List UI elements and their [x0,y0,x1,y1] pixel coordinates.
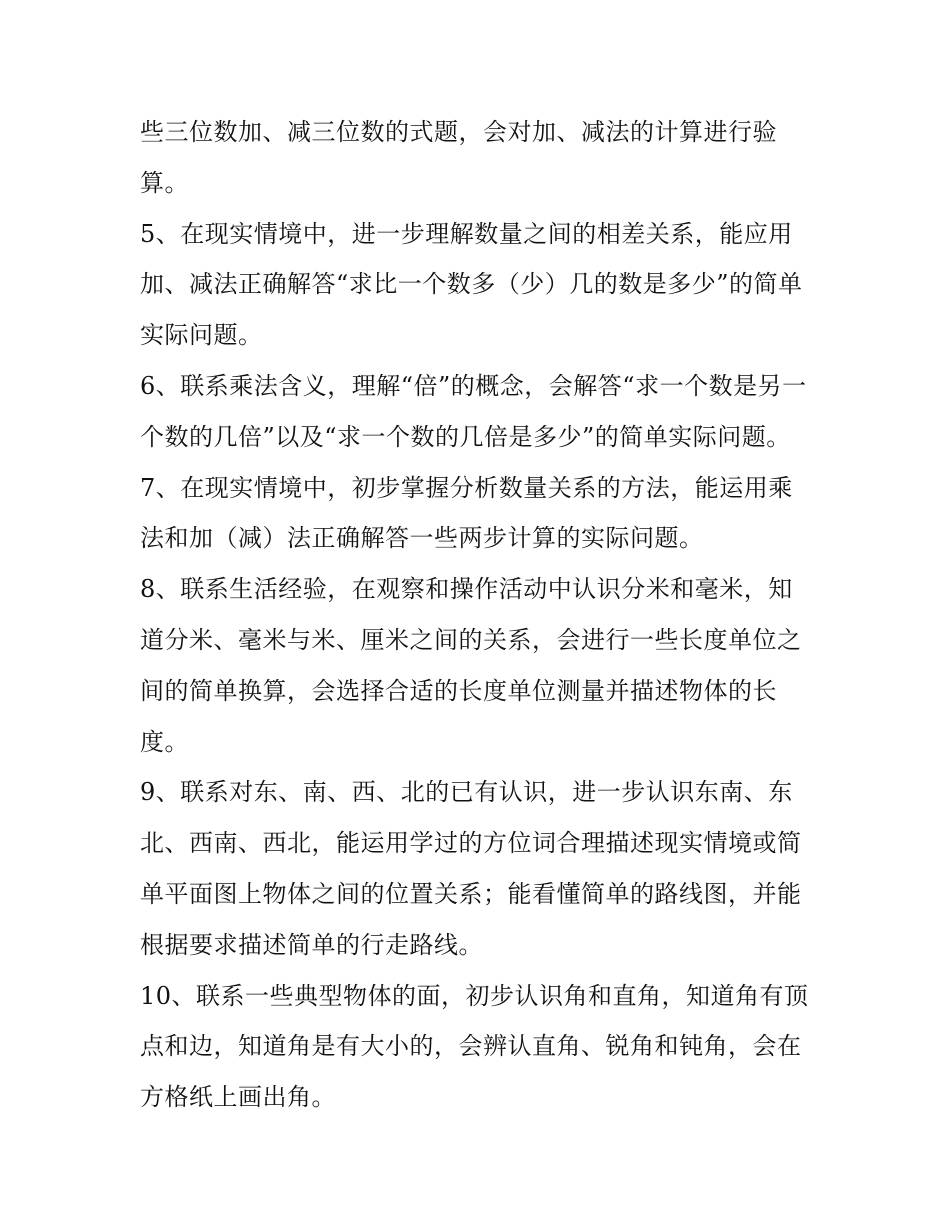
text-line: 点和边，知道角是有大小的，会辨认直角、锐角和钝角，会在 [140,1032,802,1061]
text-line: 方格纸上画出角。 [140,1083,336,1112]
text-line: 度。 [140,727,189,756]
text-line: 个数的几倍”以及“求一个数的几倍是多少”的简单实际问题。 [140,422,791,451]
text-line: 根据要求描述简单的行走路线。 [140,930,483,959]
text-line: 加、减法正确解答“求比一个数多（少）几的数是多少”的简单 [140,270,803,299]
text-line: 算。 [140,168,189,197]
text-line: 法和加（减）法正确解答一些两步计算的实际问题。 [140,524,704,553]
text-line: 8、联系生活经验，在观察和操作活动中认识分米和毫米，知 [140,575,793,604]
text-line: 间的简单换算，会选择合适的长度单位测量并描述物体的长 [140,676,777,705]
text-line: 北、西南、西北，能运用学过的方位词合理描述现实情境或简 [140,829,802,858]
document-body [140,107,820,1123]
text-line: 单平面图上物体之间的位置关系；能看懂简单的路线图，并能 [140,879,802,908]
text-line: 实际问题。 [140,321,263,350]
text-line: 10、联系一些典型物体的面，初步认识角和直角，知道角有顶 [140,981,809,1010]
text-line: 道分米、毫米与米、厘米之间的关系，会进行一些长度单位之 [140,625,802,654]
text-line: 7、在现实情境中，初步掌握分析数量关系的方法，能运用乘 [140,473,793,502]
text-line: 些三位数加、减三位数的式题，会对加、减法的计算进行验 [140,118,777,146]
text-line: 6、联系乘法含义，理解“倍”的概念，会解答“求一个数是另一 [140,371,807,400]
text-line: 5、在现实情境中，进一步理解数量之间的相差关系，能应用 [140,219,793,248]
text-line: 9、联系对东、南、西、北的已有认识，进一步认识东南、东 [140,778,793,807]
